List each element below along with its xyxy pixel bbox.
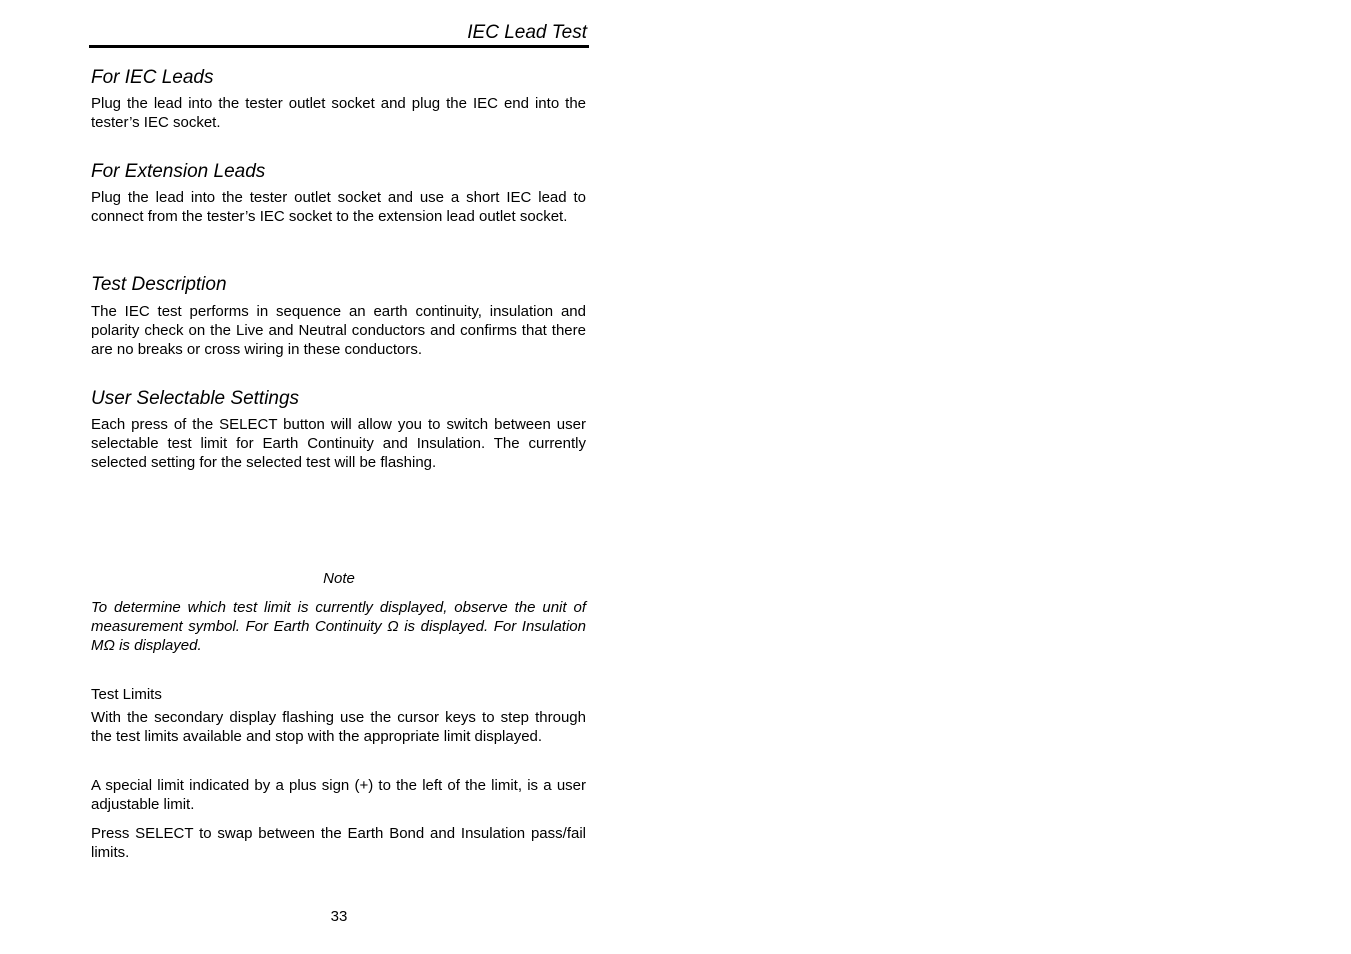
heading-test-description: Test Description [91, 274, 227, 295]
paragraph-test-limits-1: With the secondary display flashing use the cursor keys to step through the test limits available and stop with the appropriate limit displayed. [91, 709, 586, 746]
paragraph-iec-leads: Plug the lead into the tester outlet socket and plug the IEC end into the tester’s IEC socket. [91, 95, 586, 132]
header-rule [89, 45, 589, 48]
heading-test-limits: Test Limits [91, 686, 162, 703]
note-title: Note [323, 570, 355, 587]
paragraph-test-description: The IEC test performs in sequence an earth continuity, insulation and polarity check on the Live and Neutral conductors and confirms that there are no breaks or cross wiring in these conductors. [91, 303, 586, 359]
paragraph-test-limits-2: A special limit indicated by a plus sign (+) to the left of the limit, is a user adjustable limit. [91, 777, 586, 814]
page-number: 33 [330, 908, 348, 925]
heading-user-selectable-settings: User Selectable Settings [91, 388, 300, 409]
heading-iec-leads: For IEC Leads [91, 67, 214, 88]
note-body: To determine which test limit is currently displayed, observe the unit of measurement symbol. For Earth Continuity Ω is displayed. For Insulation MΩ is displayed. [91, 599, 586, 655]
running-header: IEC Lead Test [467, 22, 587, 43]
heading-extension-leads: For Extension Leads [91, 161, 266, 182]
paragraph-test-limits-3: Press SELECT to swap between the Earth Bond and Insulation pass/fail limits. [91, 825, 586, 862]
paragraph-extension-leads: Plug the lead into the tester outlet socket and use a short IEC lead to connect from the tester’s IEC socket to the extension lead outlet socket. [91, 189, 586, 226]
paragraph-user-selectable-settings: Each press of the SELECT button will allow you to switch between user selectable test limit for Earth Continuity and Insulation. The currently selected setting for the selected test will be flashing. [91, 416, 586, 472]
